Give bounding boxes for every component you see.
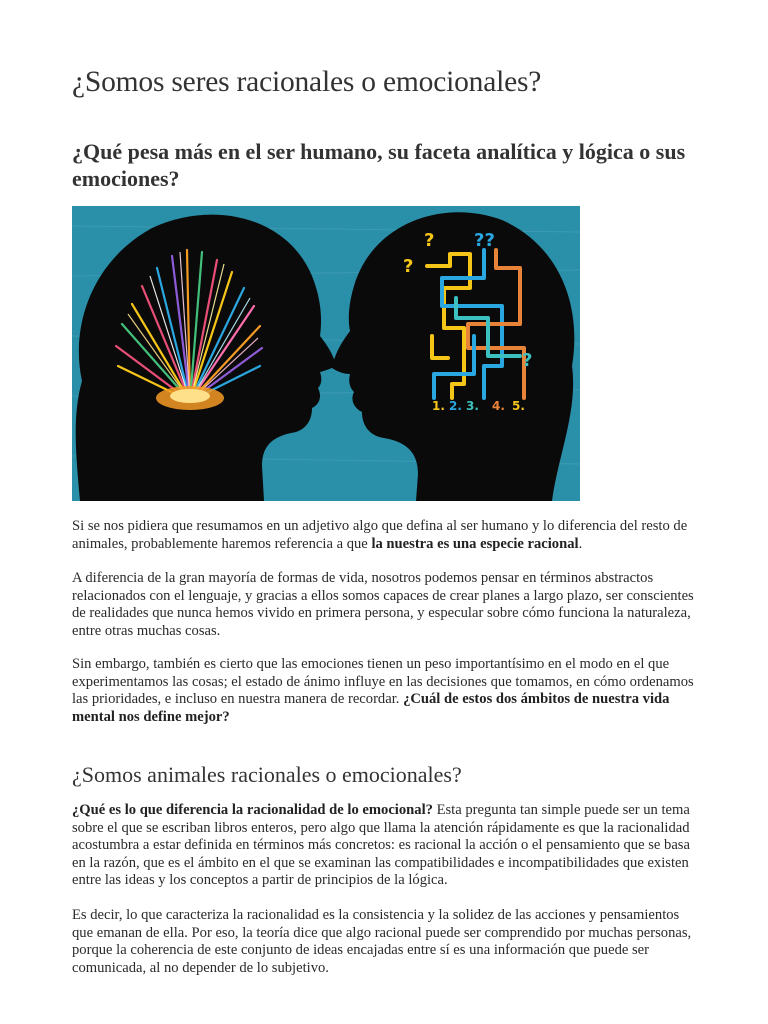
paragraph-2: A diferencia de la gran mayoría de formas de vida, nosotros podemos pensar en términos abstractos relacionados con el lenguaje, y gracias a ellos somos capaces de crear planes a largo plazo, ser conscientes de realidades que nunca hemos vivido en primera persona, y especular sobre cómo funciona la naturaleza, entre otras muchas cosas.	[72, 570, 694, 639]
paragraph-3: Sin embargo, también es cierto que las emociones tienen un peso importantísimo en el modo en el que experimentamos las cosas; el estado de ánimo influye en las decisiones que tomamos, en cómo ordenamos las prioridades, e incluso en nuestra manera de recordar. ¿Cuál de estos dos ámbitos de nuestra vida mental nos define mejor?	[72, 656, 694, 725]
page-title: ¿Somos seres racionales o emocionales?	[72, 66, 542, 98]
step-number-label: 1.	[432, 399, 445, 413]
step-number-label: 2.	[449, 399, 462, 413]
page-subtitle: ¿Qué pesa más en el ser humano, su faceta analítica y lógica o sus emociones?	[72, 139, 686, 191]
question-mark-label: ?	[424, 230, 435, 251]
question-mark-label: ?	[522, 350, 533, 371]
paragraph-4: ¿Qué es lo que diferencia la racionalidad de lo emocional? Esta pregunta tan simple puede ser un tema sobre el que se escriban libros enteros, pero algo que llama la atención rápidamente es que la racionalidad acostumbra a estar definida en términos más concretos: es racional la acción o el pensamiento que se basa en la razón, que es el ámbito en el que se examinan las compatibilidades e incompatibilidades que existen entre las ideas y los conceptos a partir de principios de la lógica.	[72, 802, 690, 888]
section-heading: ¿Somos animales racionales o emocionales?	[72, 762, 462, 787]
two-heads-illustration	[72, 206, 580, 501]
double-question-label: ??	[474, 230, 495, 251]
step-number-label: 5.	[512, 399, 525, 413]
question-mark-label: ?	[403, 256, 414, 277]
paragraph-5: Es decir, lo que caracteriza la racionalidad es la consistencia y la solidez de las acciones y pensamientos que emanan de ella. Por eso, la teoría dice que algo racional puede ser comprendido por muchas personas, porque la coherencia de este conjunto de ideas encajadas entre sí es una información que puede ser comunicada, al no depender de lo subjetivo.	[72, 907, 692, 976]
step-number-label: 3.	[466, 399, 479, 413]
paragraph-1: Si se nos pidiera que resumamos en un adjetivo algo que defina al ser humano y lo diferencia del resto de animales, probablemente haremos referencia a que la nuestra es una especie racional.	[72, 518, 688, 552]
step-number-label: 4.	[492, 399, 505, 413]
